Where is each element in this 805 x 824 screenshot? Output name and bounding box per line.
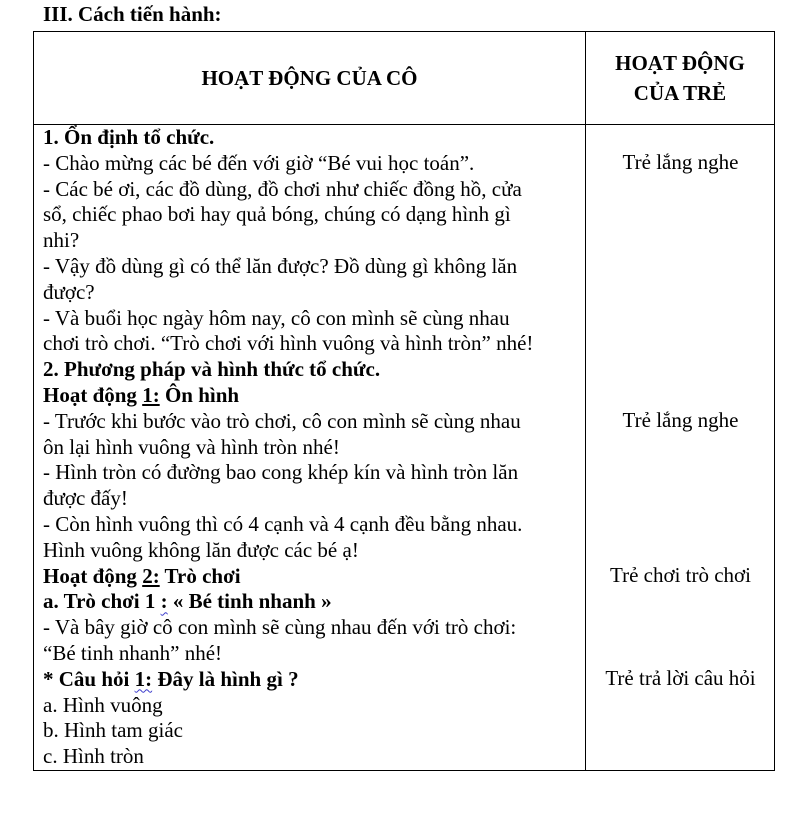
text-line: được đấy! <box>43 486 128 511</box>
section-1-title: 1. Ổn định tổ chức. <box>43 125 215 149</box>
activity-1-title: Ôn hình <box>159 382 240 407</box>
table-header-row <box>34 32 775 125</box>
text-line: - Trước khi bước vào trò chơi, cô con mình sẽ cùng nhau <box>43 408 521 433</box>
text-line: - Và buổi học ngày hôm nay, cô con mình sẽ cùng nhau <box>43 305 510 330</box>
child-response-2: Trẻ lắng nghe <box>622 408 739 432</box>
text-line: sổ, chiếc phao bơi hay quả bóng, chúng có dạng hình gì <box>43 202 511 227</box>
child-response-1: Trẻ lắng nghe <box>622 150 739 174</box>
text-line: Hình vuông không lăn được các bé ạ! <box>43 537 359 562</box>
text-line: - Và bây giờ cô con mình sẽ cùng nhau đến với trò chơi: <box>43 615 517 640</box>
child-response-3: Trẻ chơi trò chơi <box>609 563 751 587</box>
activity-2-title: Trò chơi <box>159 563 241 588</box>
section-heading: III. Cách tiến hành: <box>43 2 222 26</box>
game-1-colon: : <box>160 589 168 614</box>
children-activity-cell <box>586 125 775 771</box>
text-line: - Còn hình vuông thì có 4 cạnh và 4 cạnh đều bằng nhau. <box>43 511 523 536</box>
activity-2-number: 2: <box>142 563 160 588</box>
text-line: - Hình tròn có đường bao cong khép kín và hình tròn lăn <box>43 460 519 485</box>
header-teacher-activity: HOẠT ĐỘNG CỦA CÔ <box>34 32 586 125</box>
activity-1-number: 1: <box>142 382 160 407</box>
text-line: - Chào mừng các bé đến với giờ “Bé vui học toán”. <box>43 150 475 175</box>
teacher-activity-cell <box>34 125 586 771</box>
activity-1-prefix: Hoạt động <box>43 382 143 407</box>
text-line: - Vậy đồ dùng gì có thể lăn được? Đồ dùng gì không lăn <box>43 253 518 278</box>
answer-option-b: b. Hình tam giác <box>43 718 183 743</box>
header-children-line1: HOẠT ĐỘNG <box>615 51 745 75</box>
section-2-title: 2. Phương pháp và hình thức tổ chức. <box>43 357 381 382</box>
activity-table <box>33 31 775 771</box>
table-body-row <box>34 125 775 771</box>
text-line: “Bé tinh nhanh” nhé! <box>43 640 223 665</box>
question-1-text: Đây là hình gì ? <box>152 666 299 691</box>
text-line: ôn lại hình vuông và hình tròn nhé! <box>43 434 340 459</box>
activity-2-heading <box>43 564 579 590</box>
activity-1-heading <box>43 383 579 409</box>
text-line: - Các bé ơi, các đồ dùng, đồ chơi như chiếc đồng hồ, cửa <box>43 176 522 201</box>
question-1-prefix: * Câu hỏi <box>43 666 135 691</box>
game-1-prefix: a. Trò chơi 1 <box>43 589 161 614</box>
answer-option-a: a. Hình vuông <box>43 692 163 717</box>
header-children-line2: CỦA TRẺ <box>633 81 727 105</box>
text-line: nhi? <box>43 228 80 253</box>
game-1-title: « Bé tinh nhanh » <box>167 589 332 614</box>
activity-2-prefix: Hoạt động <box>43 563 143 588</box>
text-line: được? <box>43 279 95 304</box>
answer-option-c: c. Hình tròn <box>43 744 144 769</box>
child-response-4: Trẻ trả lời câu hỏi <box>605 666 756 690</box>
question-1-number: 1: <box>134 666 153 691</box>
game-1-heading <box>43 589 579 615</box>
header-children-activity <box>586 32 775 125</box>
question-1-heading <box>43 667 579 693</box>
text-line: chơi trò chơi. “Trò chơi với hình vuông và hình tròn” nhé! <box>43 331 534 356</box>
